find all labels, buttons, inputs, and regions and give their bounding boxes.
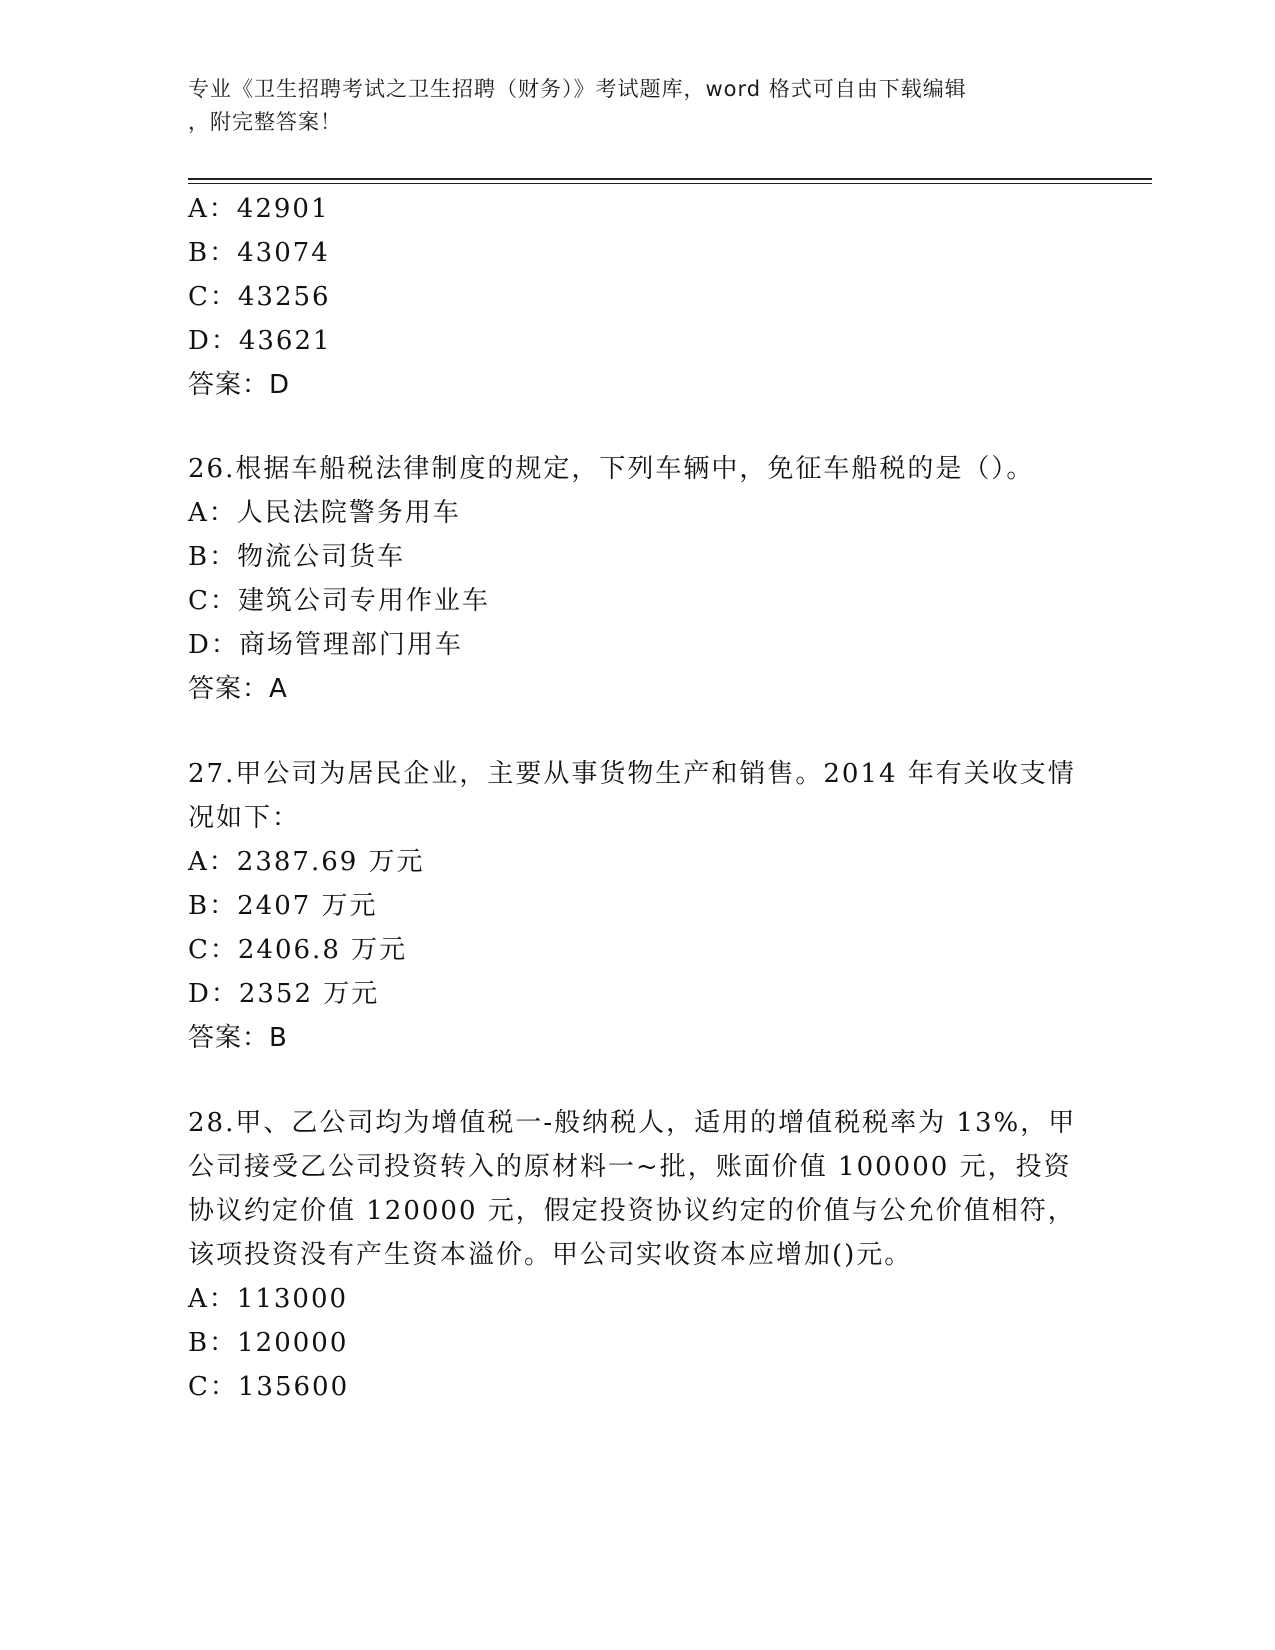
- q28-stem-line-2: 公司接受乙公司投资转入的原材料一~批，账面价值 100000 元，投资: [188, 1152, 1072, 1182]
- q26-option-a: A：人民法院警务用车: [188, 498, 461, 528]
- q28-stem-line-3: 协议约定价值 120000 元，假定投资协议约定的价值与公允价值相符，: [188, 1196, 1076, 1226]
- q28-option-b: B：120000: [188, 1328, 349, 1358]
- q28-stem-line-4: 该项投资没有产生资本溢价。甲公司实收资本应增加()元。: [188, 1240, 913, 1270]
- q25-answer: 答案：D: [188, 370, 291, 400]
- header-line-2: ，附完整答案！: [188, 110, 342, 134]
- q27-stem-line-1: 27.甲公司为居民企业，主要从事货物生产和销售。2014 年有关收支情: [188, 759, 1076, 789]
- q26-option-c: C：建筑公司专用作业车: [188, 586, 490, 616]
- q27-answer: 答案：B: [188, 1023, 288, 1053]
- q27-option-a: A：2387.69 万元: [188, 847, 425, 877]
- header-divider-thick: [188, 178, 1152, 180]
- q28-option-a: A：113000: [188, 1284, 349, 1314]
- document-header: [188, 73, 1088, 139]
- q26-answer: 答案：A: [188, 674, 288, 704]
- q28-stem-line-1: 28.甲、乙公司均为增值税一-般纳税人，适用的增值税税率为 13%，甲: [188, 1108, 1077, 1138]
- header-divider-thin: [188, 183, 1152, 184]
- q26-option-b: B：物流公司货车: [188, 542, 406, 572]
- q25-option-c: C：43256: [188, 282, 331, 312]
- q25-option-a: A：42901: [188, 194, 330, 224]
- q25-option-b: B：43074: [188, 238, 330, 268]
- q26-stem: 26.根据车船税法律制度的规定，下列车辆中，免征车船税的是（）。: [188, 454, 1035, 484]
- q25-option-d: D：43621: [188, 326, 332, 356]
- q27-option-d: D：2352 万元: [188, 979, 380, 1009]
- q27-option-b: B：2407 万元: [188, 891, 378, 921]
- q28-option-c: C：135600: [188, 1372, 350, 1402]
- q26-option-d: D：商场管理部门用车: [188, 630, 463, 660]
- q27-stem-line-2: 况如下：: [188, 803, 301, 833]
- header-line-1: 专业《卫生招聘考试之卫生招聘（财务）》考试题库，word 格式可自由下载编辑: [188, 77, 967, 101]
- q27-option-c: C：2406.8 万元: [188, 935, 408, 965]
